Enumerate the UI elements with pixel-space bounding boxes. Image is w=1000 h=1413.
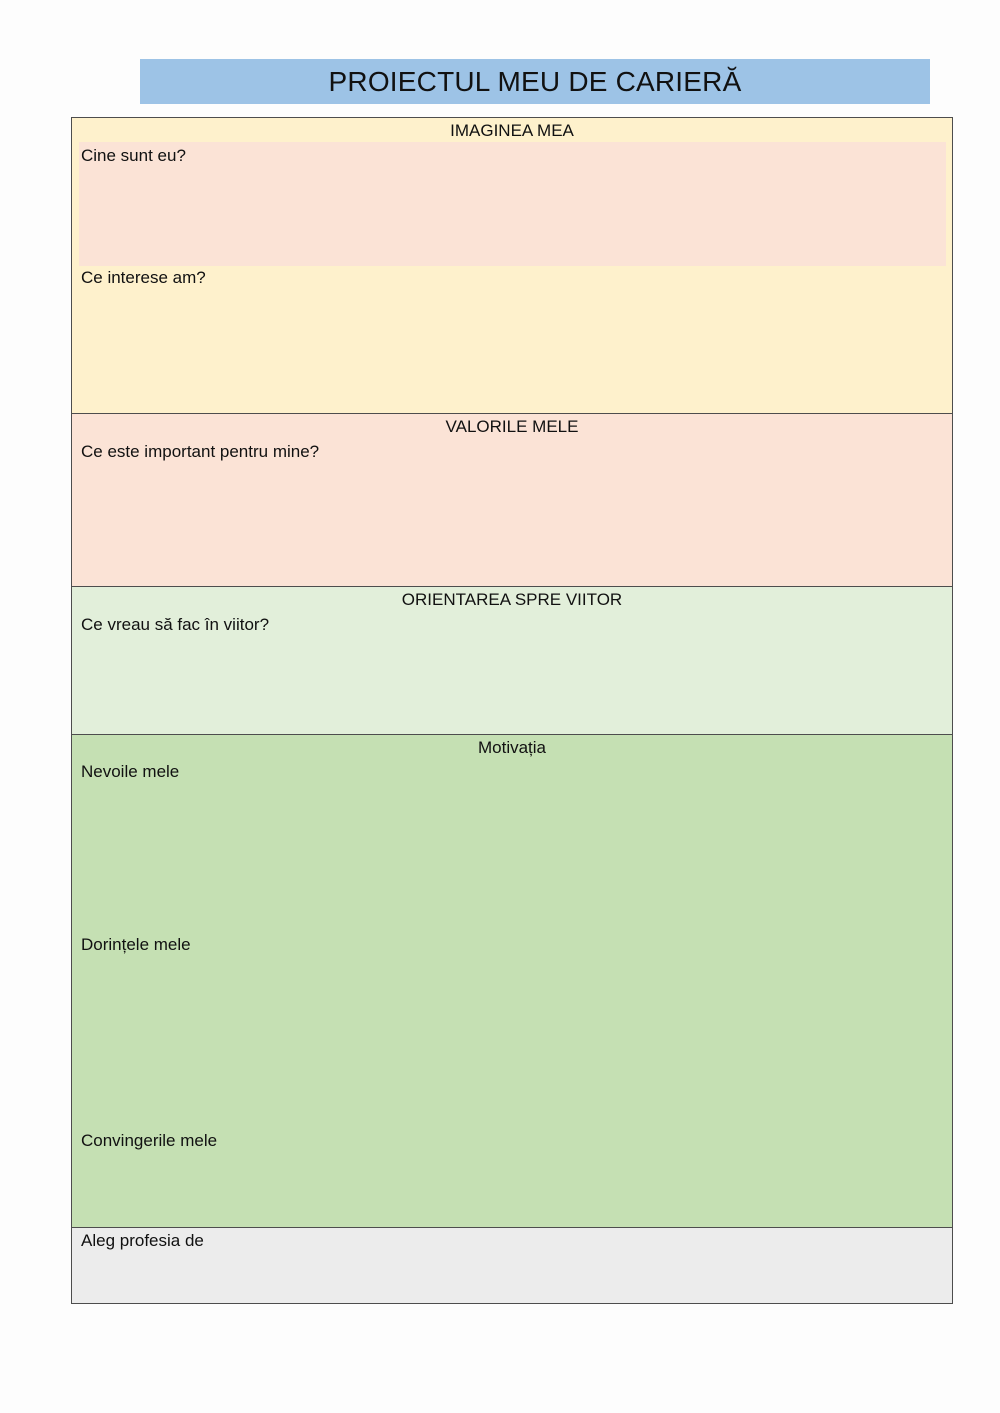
section-heading-imaginea: IMAGINEA MEA [450,121,574,140]
section-heading-valorile: VALORILE MELE [445,417,579,436]
section-heading-motivatia: Motivația [477,738,547,757]
career-worksheet [71,117,953,1304]
section-valorile-mele[interactable] [72,414,952,587]
page-title: PROIECTUL MEU DE CARIERĂ [328,65,742,97]
question-ce-este-important: Ce este important pentru mine? [81,442,320,461]
section-heading-orientarea: ORIENTAREA SPRE VIITOR [401,590,623,609]
label-nevoile-mele: Nevoile mele [81,762,180,781]
question-ce-interese-am: Ce interese am? [81,268,206,287]
title-banner [140,59,930,104]
section-orientarea-spre-viitor[interactable] [72,587,952,735]
label-convingerile-mele: Convingerile mele [81,1131,218,1150]
who-am-i-answer-area[interactable] [79,142,946,266]
question-cine-sunt-eu: Cine sunt eu? [81,146,186,165]
section-imaginea-mea [72,118,952,414]
question-ce-vreau-sa-fac: Ce vreau să fac în viitor? [81,615,270,634]
label-aleg-profesia-de: Aleg profesia de [81,1231,204,1250]
section-aleg-profesia[interactable] [72,1228,952,1303]
section-motivatia[interactable] [72,735,952,1228]
label-dorintele-mele: Dorințele mele [81,935,191,954]
